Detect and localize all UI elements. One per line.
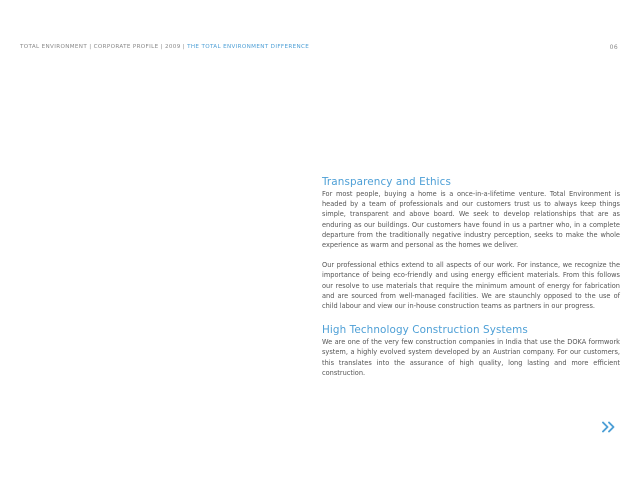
paragraph: For most people, buying a home is a once-in-a-lifetime venture. Total Environment is headed by a team of professionals and our customers trust us to always keep things simple, transparent and above board. We seek to develop relationships that are as enduring as our buildings. Our customers have found in us a partner who, in a complete departure from the traditionally negative industry perception, seeks to make the whole experience as warm and personal as the homes we deliver. (322, 190, 620, 250)
section-heading-transparency: Transparency and Ethics (322, 176, 451, 188)
main-content (322, 176, 620, 378)
page-header (20, 44, 618, 50)
paragraph: We are one of the very few construction companies in India that use the DOKA formwork system, a highly evolved system developed by an Austrian company. For our customers, this translates into the assurance of high quality, long lasting and more efficient construction. (322, 338, 620, 377)
paragraph: Our professional ethics extend to all aspects of our work. For instance, we recognize the importance of being eco-friendly and using energy efficient materials. From this follows our resolve to use materials that require the minimum amount of energy for fabrication and are sourced from well-managed facilities. We are staunchly opposed to the use of child labour and view our in-house construction teams as partners in our progress. (322, 261, 620, 311)
section-heading-high-technology: High Technology Construction Systems (322, 324, 528, 337)
section-title: THE TOTAL ENVIRONMENT DIFFERENCE (187, 44, 310, 50)
next-page-button[interactable] (602, 418, 616, 430)
breadcrumb: TOTAL ENVIRONMENT | CORPORATE PROFILE | 2009 | (20, 44, 188, 50)
page-number: 06 (609, 44, 618, 51)
double-chevron-right-icon (602, 421, 616, 433)
